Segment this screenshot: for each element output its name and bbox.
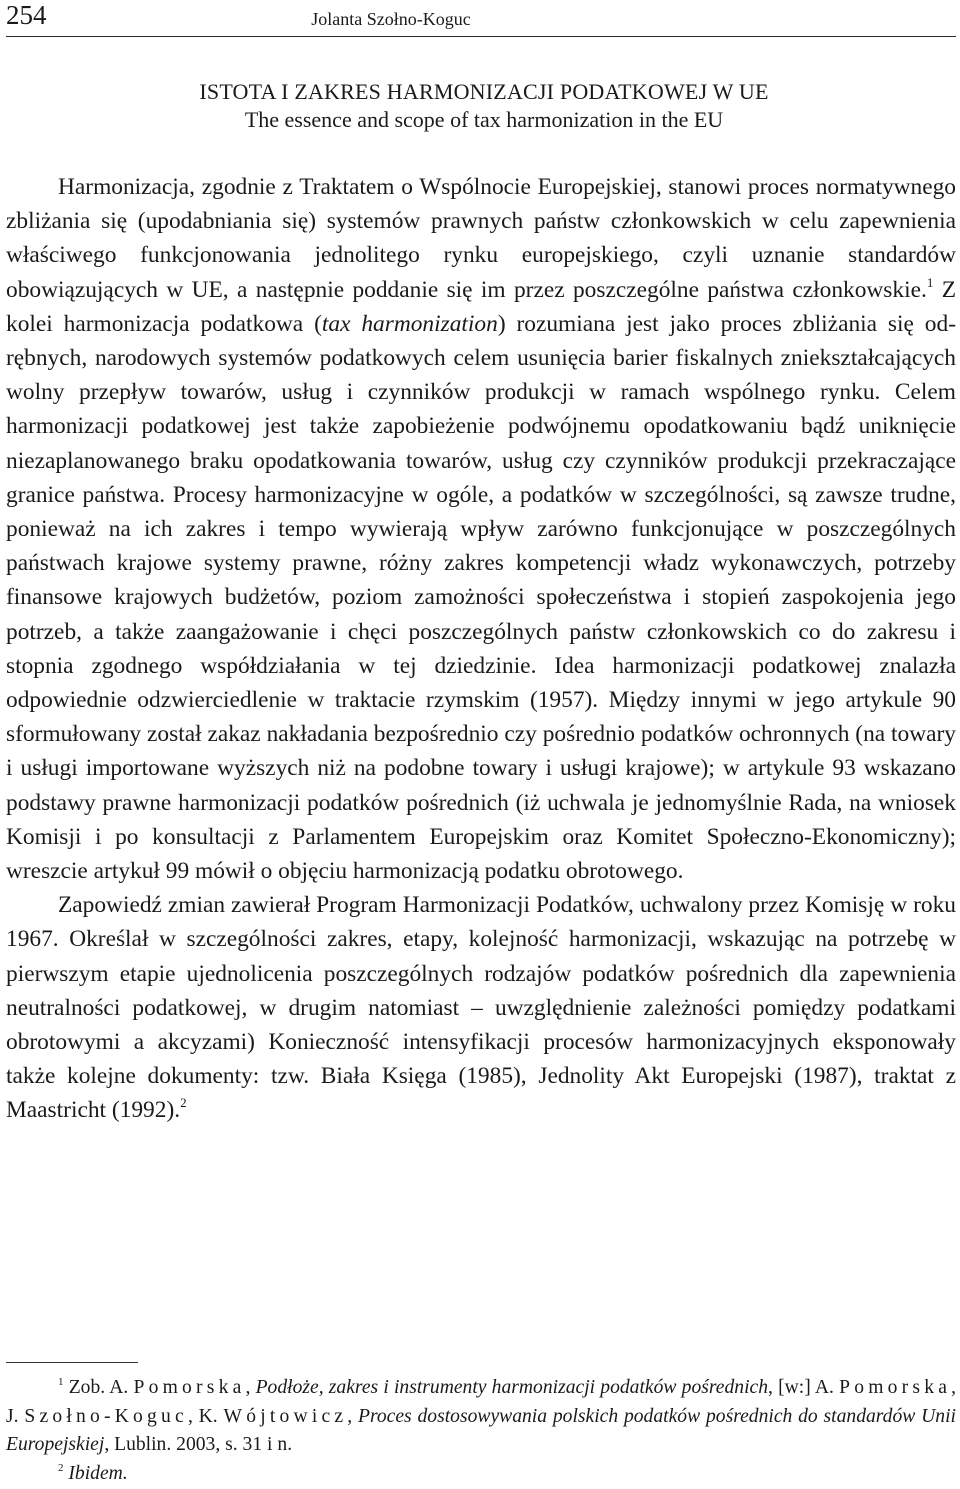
running-head — [6, 0, 956, 37]
footnote-1-title-1: Podłoże, zakres i instrumenty harmonizacji podatków pośrednich — [255, 1377, 769, 1398]
paragraph-2 — [6, 888, 956, 1127]
paragraph-1-text-a: Harmonizacja, zgodnie z Traktatem o Wspólnocie Europejskiej, stanowi proces normatywnego zbliżania się (upodabniania się) systemów prawnych państw członkowskich w celu zapewnienia właściwego funkcjonowania jednolitego rynku europejskiego, czyli uznanie standardów obowiązujących w UE, a następnie poddanie się im przez poszczególne państwa członkowskie. — [6, 174, 956, 303]
footnote-1-author-3: Szołno-Koguc — [24, 1405, 188, 1427]
page — [6, 0, 956, 1489]
section-title-polish: ISTOTA I ZAKRES HARMONIZACJI PODATKOWEJ W UE — [199, 79, 769, 104]
footnote-1-title-2: Proces dostosowywania polskich podatków pośrednich do standardów Unii Europejskiej — [6, 1405, 956, 1455]
footnote-divider — [6, 1362, 138, 1363]
footnote-ref-2[interactable]: 2 — [180, 1095, 187, 1111]
footnote-2-number: 2 — [58, 1461, 64, 1474]
page-number: 254 — [6, 0, 47, 30]
footnote-1-text-f: , — [347, 1405, 358, 1427]
paragraph-2-text: Zapowiedź zmian zawierał Program Harmonizacji Podatków, uchwalony przez Komisję w roku 1967. Określał w szczególności zakres, etapy, kolejność harmonizacji, wskazując na potrzebę w pierwszym etapie ujednolicenia poszczególnych rodzajów podatków pośrednich dla zapewnienia neutralności podatkowej, w drugim natomiast – uwzględnienie zależności pomiędzy podatkami obrotowymi a akcyzami) Konieczność intensyfikacji procesów harmonizacyjnych eksponowały także kolejne dokumenty: tzw. Biała Księga (1985), Jednolity Akt Europejski (1987), traktat z Maastricht (1992). — [6, 892, 956, 1124]
paragraph-1-italic-term: tax harmonization — [321, 310, 498, 337]
body-text — [6, 170, 956, 1128]
paragraph-1-text-c: ) rozumiana jest jako proces zbliżania się odrębnych, narodowych systemów podatkowych celem usunięcia barier fiskalnych zniekształcających wolny przepływ towarów, usług i czynników produkcji w ramach wspólnego rynku. Celem harmonizacji podatkowej jest także zapobieżenie podwójnemu opodatkowaniu bądź uniknięcie niezaplanowanego braku opodatkowania towarów, usług czy czynników produkcji przekraczające granice państwa. Procesy harmonizacyjne w ogóle, a podatków w szczególności, są zawsze trudne, ponieważ na ich zakres i tempo wywierają wpływ zarówno funkcjonujące w poszczególnych państwach krajowe systemy prawne, różny zakres kompetencji władz wykonawczych, potrzeby finansowe krajowych budżetów, poziom zamożności społeczeństwa i stopień zaspokojenia jego potrzeb, a także zaangażowanie i chęci poszczególnych państw członkowskich co do zakresu i stopnia zgodnego współdziałania w tej dziedzinie. Idea harmonizacji podatkowej znalazła odpowiednie odzwierciedlenie w traktacie rzymskim (1957). Między innymi w jego artykule 90 sformułowany został zakaz nakładania bezpośrednio czy pośrednio podatków ochronnych (na towary i usługi importowane wyższych niż na podobne towary i usługi krajowe); w artykule 93 wskazano podstawy prawne harmonizacji podatków pośrednich (iż uchwala je jednomyślnie Rada, na wniosek Komisji i po konsultacji z Parlamentem Europejskim oraz Komitet Społeczno-Ekonomiczny); wreszcie artykuł 99 mówił o objęciu harmonizacją podatku obrotowego. — [6, 310, 956, 885]
footnote-1-author-4: Wójtowicz — [223, 1405, 348, 1427]
footnote-1-text-c: , [w:] A. — [768, 1377, 840, 1398]
footnote-1-text-b: , — [245, 1377, 256, 1398]
footnotes — [6, 1374, 956, 1488]
footnote-2-text: Ibidem. — [68, 1462, 128, 1484]
section-heading — [6, 78, 956, 134]
footnote-1-number: 1 — [58, 1376, 64, 1388]
footnote-ref-1[interactable]: 1 — [926, 274, 934, 290]
footnote-1 — [6, 1374, 956, 1460]
section-title-english: The essence and scope of tax harmonization in the EU — [244, 107, 724, 132]
footnote-1-text-e: , K. — [187, 1405, 224, 1427]
footnote-1-text-g: , Lublin. 2003, s. 31 i n. — [104, 1434, 293, 1455]
running-head-author: Jolanta Szołno-Koguc — [311, 9, 471, 29]
footnote-1-author-1: Pomorska — [133, 1377, 246, 1398]
footnote-1-text-a: Zob. A. — [63, 1377, 134, 1398]
footnote-2 — [6, 1460, 956, 1489]
paragraph-1-text-b: Z kolei harmonizacja podatkowa ( — [6, 276, 956, 337]
footnote-1-author-2: Pomorska — [839, 1377, 952, 1398]
paragraph-1 — [6, 170, 956, 888]
footnote-1-text-d: , J. — [6, 1377, 956, 1427]
